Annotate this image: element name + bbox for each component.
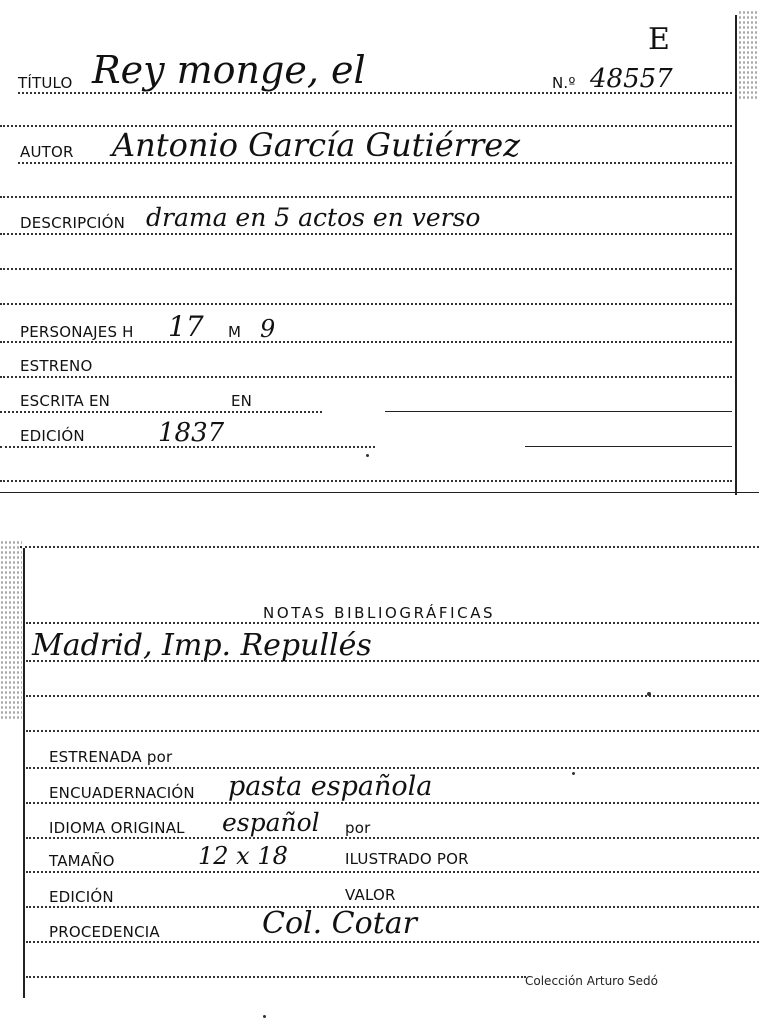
corner-mark: E bbox=[648, 22, 670, 57]
catalog-card-top bbox=[0, 0, 759, 500]
titulo-label: TÍTULO bbox=[18, 74, 73, 92]
encuadernacion-value: pasta española bbox=[228, 771, 433, 802]
heading-rule bbox=[26, 622, 759, 624]
scan-speck bbox=[572, 772, 575, 775]
encuadernacion-label: ENCUADERNACIÓN bbox=[49, 784, 195, 802]
numero-label: N.º bbox=[552, 74, 576, 92]
numero-value: 48557 bbox=[590, 64, 673, 94]
notas-rule-3 bbox=[26, 730, 759, 732]
tamano-value: 12 x 18 bbox=[198, 842, 288, 870]
rule-last bbox=[26, 976, 526, 978]
por-label: por bbox=[345, 819, 371, 837]
personajes-rule bbox=[0, 341, 732, 343]
notas-heading: NOTAS BIBLIOGRÁFICAS bbox=[263, 604, 496, 622]
procedencia-rule bbox=[26, 941, 759, 943]
personajes-m-label: M bbox=[228, 323, 242, 341]
idioma-label: IDIOMA ORIGINAL bbox=[49, 819, 185, 837]
notas-rule-1 bbox=[26, 660, 759, 662]
scan-noise bbox=[738, 10, 758, 100]
descripcion-label: DESCRIPCIÓN bbox=[20, 214, 126, 232]
valor-label: VALOR bbox=[345, 886, 396, 904]
descripcion-value: drama en 5 actos en verso bbox=[146, 203, 481, 232]
card-edge-left bbox=[23, 548, 25, 998]
rule-3 bbox=[0, 196, 732, 198]
procedencia-label: PROCEDENCIA bbox=[49, 923, 160, 941]
idioma-value: español bbox=[222, 808, 320, 837]
scan-speck bbox=[366, 454, 369, 457]
edicion-rule-right bbox=[525, 446, 732, 447]
procedencia-value: Col. Cotar bbox=[262, 906, 417, 941]
tamano-rule bbox=[26, 871, 759, 873]
personajes-h-value: 17 bbox=[168, 310, 204, 343]
edicion-value: 1837 bbox=[158, 418, 225, 448]
titulo-rule bbox=[18, 92, 732, 94]
en-label: EN bbox=[231, 392, 253, 410]
escrita-rule-right bbox=[385, 411, 732, 412]
estrenada-rule bbox=[26, 767, 759, 769]
rule-5 bbox=[0, 303, 732, 305]
estrenada-label: ESTRENADA por bbox=[49, 748, 173, 766]
card-edge-top bbox=[20, 546, 759, 548]
estreno-label: ESTRENO bbox=[20, 357, 93, 375]
titulo-value: Rey monge, el bbox=[92, 48, 366, 92]
autor-rule bbox=[18, 162, 732, 164]
collection-footer: Colección Arturo Sedó bbox=[525, 974, 658, 988]
catalog-card-bottom bbox=[0, 540, 759, 1010]
personajes-label: PERSONAJES H bbox=[20, 323, 134, 341]
autor-value: Antonio García Gutiérrez bbox=[112, 126, 521, 164]
estreno-rule bbox=[0, 376, 732, 378]
notas-value: Madrid, Imp. Repullés bbox=[32, 628, 372, 663]
personajes-m-value: 9 bbox=[260, 315, 276, 343]
escrita-rule-left bbox=[0, 411, 322, 413]
edicion-bottom-label: EDICIÓN bbox=[49, 888, 114, 906]
autor-label: AUTOR bbox=[20, 143, 74, 161]
ilustrado-label: ILUSTRADO POR bbox=[345, 850, 469, 868]
card-edge-right bbox=[735, 15, 737, 495]
card-edge-bottom bbox=[0, 492, 759, 493]
scan-speck bbox=[647, 692, 651, 696]
idioma-rule bbox=[26, 837, 759, 839]
tamano-label: TAMAÑO bbox=[49, 852, 115, 870]
rule-bottom bbox=[0, 480, 732, 482]
descripcion-rule bbox=[0, 233, 732, 235]
scan-noise-left bbox=[0, 540, 22, 720]
scan-speck bbox=[263, 1015, 266, 1018]
encuadernacion-rule bbox=[26, 802, 759, 804]
escrita-en-label: ESCRITA EN bbox=[20, 392, 111, 410]
edicion-label: EDICIÓN bbox=[20, 427, 85, 445]
rule-4 bbox=[0, 268, 732, 270]
edicion-rule-left bbox=[0, 446, 375, 448]
